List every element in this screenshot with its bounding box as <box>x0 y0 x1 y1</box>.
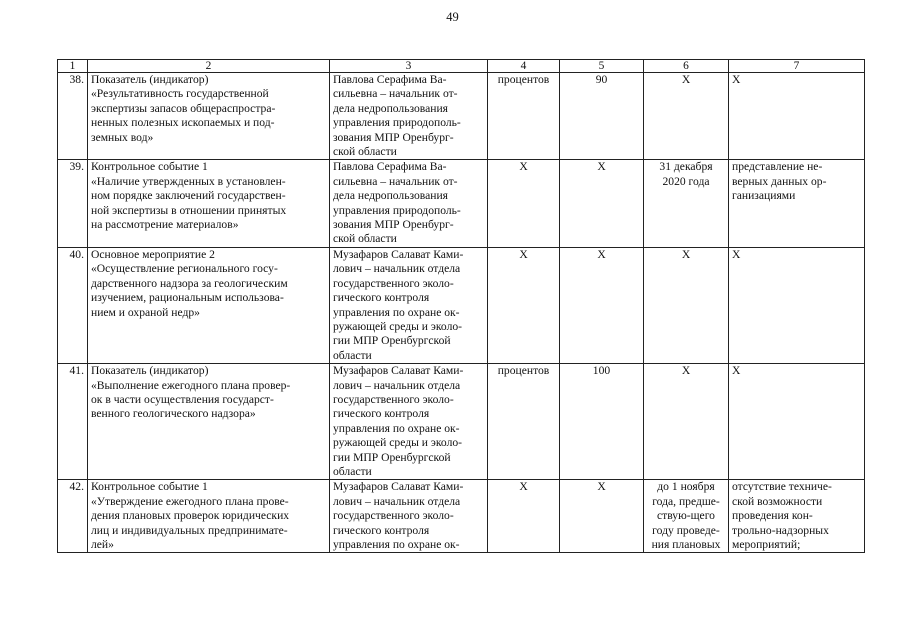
value-cell <box>560 247 644 363</box>
cell-line: лей» <box>91 538 114 551</box>
cell-line: управления по охране ок- <box>333 538 460 551</box>
cell-line: лович – начальник отдела <box>333 262 461 276</box>
column-number-header <box>58 60 865 73</box>
cell-line: «Осуществление регионального госу- <box>91 262 278 276</box>
risk-cell <box>729 160 865 247</box>
cell-line: государственного эколо- <box>333 392 454 406</box>
table-row <box>58 73 865 160</box>
cell-line: Х <box>519 247 528 261</box>
cell-line: отсутствие техниче- <box>732 480 832 494</box>
cell-line: дела недропользования <box>333 189 449 203</box>
col-header: 4 <box>488 60 560 73</box>
cell-line: ружающей среды и эколо- <box>333 319 463 333</box>
cell-line: на рассмотрение материалов» <box>91 218 239 232</box>
cell-line: «Утверждение ежегодного плана прове- <box>91 494 289 508</box>
cell-line: ганизациями <box>732 189 796 203</box>
row-number: 42. <box>58 480 88 553</box>
unit-cell <box>488 73 560 160</box>
cell-line: изучением, рациональным использова- <box>91 291 284 305</box>
cell-line: Показатель (индикатор) <box>91 364 209 378</box>
responsible-person <box>330 160 488 247</box>
cell-line: Музафаров Салават Ками- <box>333 364 464 378</box>
cell-line: гического контроля <box>333 407 430 421</box>
cell-line: 100 <box>592 364 611 378</box>
cell-line: гического контроля <box>333 523 430 537</box>
cell-line: Х <box>732 364 741 378</box>
cell-line: ненных полезных ископаемых и под- <box>91 116 275 130</box>
cell-line: ружающей среды и эколо- <box>333 436 463 450</box>
cell-line: «Выполнение ежегодного плана провер- <box>91 378 291 392</box>
table-row <box>58 160 865 247</box>
event-name <box>88 247 330 363</box>
cell-line: лович – начальник отдела <box>333 378 461 392</box>
row-number: 39. <box>58 160 88 247</box>
risk-cell <box>729 247 865 363</box>
cell-line: ок в части осуществления государст- <box>91 392 274 406</box>
event-name <box>88 73 330 160</box>
cell-line: Музафаров Салават Ками- <box>333 247 464 261</box>
cell-line: ской области <box>333 145 397 159</box>
cell-line: гии МПР Оренбургской <box>333 334 451 348</box>
cell-line: Музафаров Салават Ками- <box>333 480 464 494</box>
col-header: 1 <box>58 60 88 73</box>
cell-line: области <box>333 464 372 478</box>
cell-line: венного геологического надзора» <box>91 407 256 421</box>
cell-line: Х <box>732 247 741 261</box>
cell-line: Х <box>597 160 606 174</box>
row-number: 38. <box>58 73 88 160</box>
event-name <box>88 480 330 553</box>
unit-cell <box>488 364 560 480</box>
cell-line: «Наличие утвержденных в установлен- <box>91 174 286 188</box>
table-row <box>58 364 865 480</box>
cell-line: 90 <box>595 73 608 86</box>
unit-cell <box>488 480 560 553</box>
cell-line: ствую-щего <box>657 509 715 523</box>
cell-line: Основное мероприятие 2 <box>91 247 215 261</box>
value-cell <box>560 73 644 160</box>
cell-line: гического контроля <box>333 291 430 305</box>
cell-line: году проведе- <box>652 523 720 537</box>
cell-line: управления природополь- <box>333 116 461 130</box>
cell-line: Х <box>519 160 528 174</box>
cell-line: ской возможности <box>732 494 823 508</box>
responsible-person <box>330 73 488 160</box>
cell-line: области <box>333 348 372 362</box>
cell-line: мероприятий; <box>732 538 801 551</box>
col-header: 6 <box>644 60 729 73</box>
cell-line: Контрольное событие 1 <box>91 480 208 494</box>
value-cell <box>560 364 644 480</box>
cell-line: гии МПР Оренбургской <box>333 450 451 464</box>
risk-cell <box>729 364 865 480</box>
col-header: 3 <box>330 60 488 73</box>
cell-line: ской области <box>333 232 397 246</box>
cell-line: дения плановых проверок юридических <box>91 509 290 523</box>
event-name <box>88 160 330 247</box>
cell-line: Х <box>519 480 528 494</box>
deadline-cell <box>644 480 729 553</box>
cell-line: управления по охране ок- <box>333 421 460 435</box>
cell-line: лиц и индивидуальных предпринимате- <box>91 523 288 537</box>
cell-line: года, предше- <box>652 494 720 508</box>
cell-line: зования МПР Оренбург- <box>333 218 454 232</box>
deadline-cell <box>644 160 729 247</box>
cell-line: государственного эколо- <box>333 276 454 290</box>
cell-line: дарственного надзора за геологическим <box>91 276 288 290</box>
cell-line: Х <box>732 73 741 86</box>
row-number: 40. <box>58 247 88 363</box>
cell-line: нием и охраной недр» <box>91 305 200 319</box>
cell-line: земных вод» <box>91 130 154 144</box>
cell-line: 31 декабря <box>659 160 713 174</box>
cell-line: Х <box>597 480 606 494</box>
event-name <box>88 364 330 480</box>
deadline-cell <box>644 364 729 480</box>
col-header: 5 <box>560 60 644 73</box>
cell-line: Контрольное событие 1 <box>91 160 208 174</box>
risk-cell <box>729 480 865 553</box>
cell-line: дела недропользования <box>333 101 449 115</box>
row-number: 41. <box>58 364 88 480</box>
cell-line: трольно-надзорных <box>732 523 829 537</box>
plan-table <box>57 59 865 553</box>
table-row <box>58 247 865 363</box>
deadline-cell <box>644 247 729 363</box>
cell-line: управления природополь- <box>333 203 461 217</box>
col-header: 7 <box>729 60 865 73</box>
responsible-person <box>330 480 488 553</box>
cell-line: зования МПР Оренбург- <box>333 130 454 144</box>
cell-line: экспертизы запасов общераспростра- <box>91 101 276 115</box>
table-row <box>58 480 865 553</box>
cell-line: Х <box>681 364 691 378</box>
cell-line: проведения кон- <box>732 509 813 523</box>
cell-line: ния плановых <box>651 538 721 551</box>
cell-line: процентов <box>497 73 550 86</box>
cell-line: сильевна – начальник от- <box>333 174 458 188</box>
cell-line: государственного эколо- <box>333 509 454 523</box>
risk-cell <box>729 73 865 160</box>
cell-line: ной экспертизы в отношении принятых <box>91 203 287 217</box>
cell-line: процентов <box>497 364 550 378</box>
cell-line: ном порядке заключений государствен- <box>91 189 286 203</box>
responsible-person <box>330 364 488 480</box>
cell-line: до 1 ноября <box>657 480 715 494</box>
cell-line: Х <box>681 73 691 86</box>
cell-line: Показатель (индикатор) <box>91 73 209 86</box>
cell-line: управления по охране ок- <box>333 305 460 319</box>
cell-line: представление не- <box>732 160 823 174</box>
cell-line: Павлова Серафима Ва- <box>333 73 447 86</box>
responsible-person <box>330 247 488 363</box>
cell-line: сильевна – начальник от- <box>333 87 458 101</box>
cell-line: верных данных ор- <box>732 174 827 188</box>
unit-cell <box>488 160 560 247</box>
col-header: 2 <box>88 60 330 73</box>
unit-cell <box>488 247 560 363</box>
deadline-cell <box>644 73 729 160</box>
cell-line: Х <box>597 247 606 261</box>
value-cell <box>560 160 644 247</box>
page-number: 49 <box>446 10 459 24</box>
cell-line: Павлова Серафима Ва- <box>333 160 447 174</box>
cell-line: «Результативность государственной <box>91 87 269 101</box>
value-cell <box>560 480 644 553</box>
cell-line: 2020 года <box>662 174 710 188</box>
cell-line: лович – начальник отдела <box>333 494 461 508</box>
cell-line: Х <box>681 247 691 261</box>
